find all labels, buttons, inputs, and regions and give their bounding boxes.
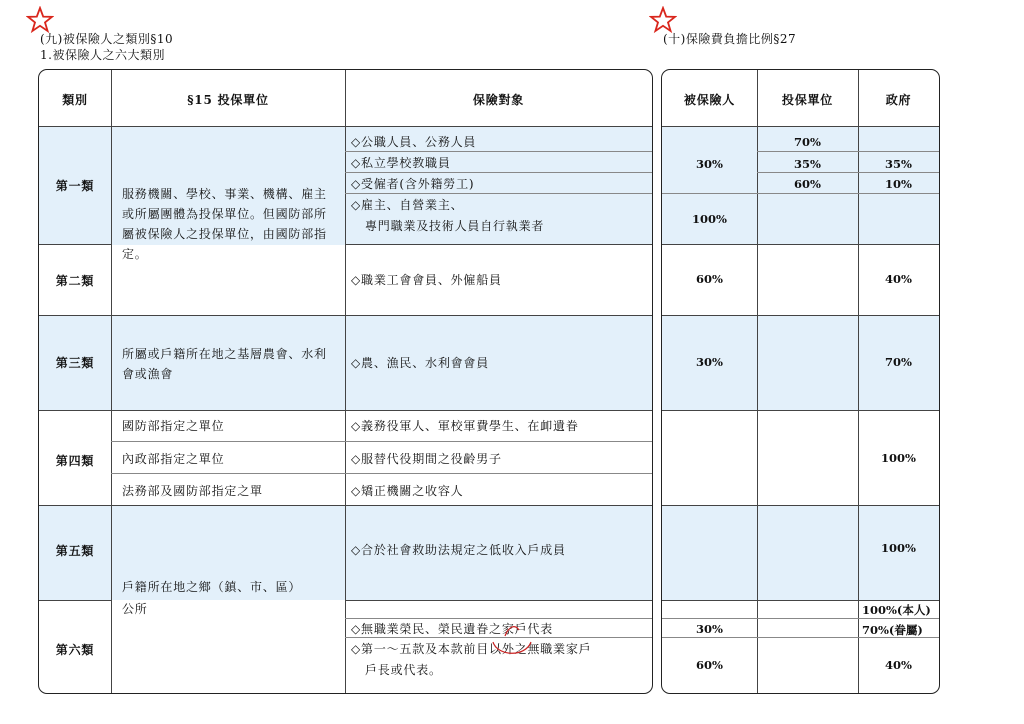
header-insured-target: 保險對象 <box>472 93 525 107</box>
target-4c: ◇矯正機關之收容人 <box>351 484 464 498</box>
ratio-4-gov: 100% <box>881 451 916 465</box>
target-1d-line2: 專門職業及技術人員自行執業者 <box>365 219 545 233</box>
left-section-title: (九)被保險人之類別§10 <box>40 32 174 46</box>
ratio-6b-gov: 70%(眷屬) <box>862 623 923 637</box>
target-6b-line2: 戶長或代表。 <box>365 663 442 677</box>
category-1: 第一類 <box>55 179 95 193</box>
category-4: 第四類 <box>55 454 95 468</box>
unit-category-5-6-a: 戶籍所在地之鄉（鎮、市、區） <box>122 580 302 594</box>
ratio-6c-gov: 40% <box>885 658 912 672</box>
target-4a: ◇義務役軍人、軍校軍費學生、在卹遺眷 <box>351 419 579 433</box>
ratio-1a-unit: 70% <box>794 135 821 149</box>
ratio-1b-gov: 35% <box>885 157 912 171</box>
ratio-2-insured: 60% <box>696 272 723 286</box>
header-unit: 投保單位 <box>781 93 834 107</box>
ratio-6c-insured: 60% <box>696 658 723 672</box>
ratio-1c-unit: 60% <box>794 177 821 191</box>
target-1a: ◇公職人員、公務人員 <box>351 135 477 149</box>
ratio-1c-gov: 10% <box>885 177 912 191</box>
header-insuring-unit: §15 投保單位 <box>187 93 269 107</box>
category-3: 第三類 <box>55 356 95 370</box>
target-1b: ◇私立學校教職員 <box>351 156 451 170</box>
ratio-2-gov: 40% <box>885 272 912 286</box>
unit-category-4a: 國防部指定之單位 <box>122 419 225 433</box>
unit-category-4b: 內政部指定之單位 <box>122 452 225 466</box>
unit-category-4c: 法務部及國防部指定之單 <box>122 484 263 498</box>
left-section-subtitle: 1.被保險人之六大類別 <box>40 48 165 62</box>
header-insured: 被保險人 <box>683 93 736 107</box>
ratio-1d-insured: 100% <box>692 212 727 226</box>
unit-category-3: 所屬或戶籍所在地之基層農會、水利會或漁會 <box>122 347 327 381</box>
unit-category-1: 服務機關、學校、事業、機構、雇主或所屬團體為投保單位。但國防部所屬被保險人之投保單位，由國防部指定。 <box>122 187 327 261</box>
right-section-title: (十)保險費負擔比例§27 <box>663 32 797 46</box>
ratio-3-gov: 70% <box>885 355 912 369</box>
category-5: 第五類 <box>55 544 95 558</box>
target-3: ◇農、漁民、水利會會員 <box>351 356 490 370</box>
premium-ratio-table <box>661 69 940 694</box>
ratio-6a-gov: 100%(本人) <box>862 603 931 617</box>
ratio-6b-insured: 30% <box>696 622 723 636</box>
header-government: 政府 <box>885 93 912 107</box>
target-6a: ◇無職業榮民、榮民遺眷之家戶代表 <box>351 622 554 636</box>
target-2: ◇職業工會會員、外僱船員 <box>351 273 502 287</box>
target-1c: ◇受僱者(含外籍勞工) <box>351 177 475 191</box>
ratio-5-gov: 100% <box>881 541 916 555</box>
category-2: 第二類 <box>55 274 95 288</box>
target-5: ◇合於社會救助法規定之低收入戶成員 <box>351 543 566 557</box>
target-6b-line1: ◇第一～五款及本款前目以外之無職業家戶 <box>351 642 592 656</box>
ratio-3-insured: 30% <box>696 355 723 369</box>
ratio-1b-unit: 35% <box>794 157 821 171</box>
category-6: 第六類 <box>55 643 95 657</box>
target-4b: ◇服替代役期間之役齡男子 <box>351 452 502 466</box>
target-1d-line1: ◇雇主、自營業主、 <box>351 198 464 212</box>
handwritten-circle-annotation <box>479 620 539 668</box>
unit-category-5-6-b: 公所 <box>122 602 148 616</box>
insured-category-table <box>38 69 653 694</box>
ratio-1-insured: 30% <box>696 157 723 171</box>
header-category: 類別 <box>62 93 88 107</box>
